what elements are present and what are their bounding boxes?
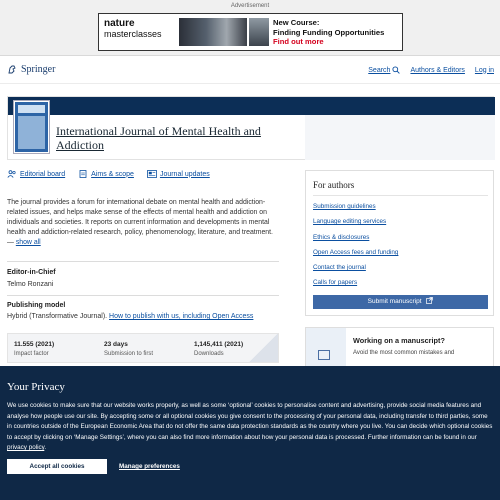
journal-updates-label: Journal updates bbox=[159, 170, 210, 178]
journal-updates-link[interactable] bbox=[147, 170, 210, 178]
editor-in-chief-name: Telmo Ronzani bbox=[7, 281, 54, 288]
manuscript-icon bbox=[306, 328, 346, 367]
people-icon bbox=[7, 170, 17, 178]
ad-headline bbox=[273, 18, 384, 47]
logo-text: Springer bbox=[21, 64, 56, 75]
ad-brand-line1: nature bbox=[104, 18, 135, 29]
ad-headline-2: Finding Funding Opportunities bbox=[273, 27, 385, 37]
document-icon bbox=[78, 170, 88, 178]
aims-scope-label: Aims & scope bbox=[91, 170, 134, 178]
downloads-value: 1,145,411 (2021) bbox=[194, 341, 244, 348]
cookie-text bbox=[7, 401, 494, 454]
ad-band bbox=[0, 0, 500, 56]
cover-art bbox=[18, 116, 45, 149]
divider bbox=[313, 195, 488, 196]
ethics-disclosures-link[interactable]: Ethics & disclosures bbox=[313, 234, 370, 241]
accept-all-cookies-button[interactable]: Accept all cookies bbox=[7, 459, 107, 474]
metrics-decoration bbox=[246, 334, 278, 363]
for-authors-panel bbox=[305, 170, 494, 316]
open-access-fees-link[interactable]: Open Access fees and funding bbox=[313, 249, 399, 256]
ad-cta[interactable]: Find out more bbox=[273, 37, 324, 46]
cookie-body-end: . bbox=[44, 444, 47, 451]
contact-journal-link[interactable]: Contact the journal bbox=[313, 264, 366, 271]
ad-photo-secondary bbox=[249, 18, 269, 46]
manage-preferences-link[interactable]: Manage preferences bbox=[119, 463, 180, 470]
search-icon bbox=[392, 66, 400, 74]
ad-brand bbox=[104, 18, 162, 40]
description-text: The journal provides a forum for international debate on mental health and addiction-related issues, and helps make sense of the effects of mental health and addiction on individuals and societies. It reports on current information and developments in mental health and addiction-related research, policy, phenomenology, literature, and treatment. — bbox=[7, 199, 273, 246]
ad-banner[interactable] bbox=[98, 13, 403, 51]
ad-photo bbox=[179, 18, 247, 46]
editorial-board-label: Editorial board bbox=[20, 170, 66, 178]
divider bbox=[7, 261, 279, 262]
journal-description bbox=[7, 198, 275, 248]
publishing-model-value bbox=[7, 313, 253, 320]
manuscript-promo-title: Working on a manuscript? bbox=[353, 336, 445, 345]
language-editing-link[interactable]: Language editing services bbox=[313, 218, 387, 225]
aims-scope-link[interactable] bbox=[78, 170, 134, 178]
search-label: Search bbox=[368, 66, 391, 74]
show-all-link[interactable]: show all bbox=[15, 239, 41, 246]
header-nav bbox=[368, 66, 494, 74]
springer-horse-icon bbox=[7, 64, 18, 75]
submit-manuscript-button[interactable] bbox=[313, 295, 488, 309]
ad-brand-line2: masterclasses bbox=[104, 29, 162, 39]
submit-manuscript-label: Submit manuscript bbox=[367, 298, 422, 305]
search-link[interactable] bbox=[368, 66, 400, 74]
for-authors-title: For authors bbox=[313, 180, 355, 190]
site-header bbox=[0, 56, 500, 84]
journal-banner bbox=[7, 96, 494, 160]
newspaper-icon bbox=[147, 170, 157, 178]
manuscript-promo-subtitle: Avoid the most common mistakes and bbox=[353, 350, 455, 356]
cover-title-strip bbox=[18, 105, 45, 113]
ad-label: Advertisement bbox=[230, 3, 270, 9]
banner-panel bbox=[305, 115, 495, 160]
external-link-icon bbox=[426, 297, 433, 304]
authors-editors-link[interactable]: Authors & Editors bbox=[410, 66, 465, 74]
springer-logo[interactable] bbox=[7, 64, 55, 75]
editor-in-chief-label: Editor-in-Chief bbox=[7, 269, 56, 276]
journal-metrics bbox=[7, 333, 279, 363]
impact-factor-value: 11.555 (2021) bbox=[14, 341, 55, 348]
downloads-label: Downloads bbox=[194, 351, 224, 357]
publishing-model-text: Hybrid (Transformative Journal). bbox=[7, 313, 110, 320]
journal-cover bbox=[14, 101, 49, 153]
manuscript-promo[interactable] bbox=[305, 327, 494, 367]
calls-for-papers-link[interactable]: Calls for papers bbox=[313, 279, 358, 286]
publish-with-us-link[interactable]: How to publish with us, including Open Access bbox=[109, 313, 254, 320]
submission-time-value: 23 days bbox=[104, 341, 128, 348]
cookie-body: We use cookies to make sure that our website works properly, as well as some ‘optional’ cookies to personalise content and advertising, provide social media features and analyse how people use our site. By accepting some or all optional cookies you give consent to the processing of your personal data, including transfer to third parties, some in countries outside of the European Economic Area that do not offer the same data protection standards as the country where you live. You can decide which optional cookies to accept by clicking on ‘Manage Settings’, where you can also find more information about how your personal data is processed. Further information can be found in our bbox=[7, 402, 493, 441]
banner-bar bbox=[8, 97, 495, 115]
cookie-title: Your Privacy bbox=[7, 381, 65, 393]
ad-headline-1: New Course: bbox=[273, 18, 320, 27]
impact-factor-label: Impact factor bbox=[14, 351, 49, 357]
divider bbox=[7, 295, 279, 296]
journal-title[interactable]: International Journal of Mental Health and Addiction bbox=[56, 124, 261, 152]
privacy-policy-link[interactable]: privacy policy bbox=[7, 444, 45, 451]
publishing-model-label: Publishing model bbox=[7, 302, 66, 309]
login-link[interactable]: Log in bbox=[474, 66, 494, 74]
journal-subnav bbox=[7, 170, 210, 178]
editorial-board-link[interactable] bbox=[7, 170, 65, 178]
submission-time-label: Submission to first bbox=[104, 351, 154, 357]
submission-guidelines-link[interactable]: Submission guidelines bbox=[313, 203, 376, 210]
cookie-consent-banner bbox=[0, 366, 500, 500]
